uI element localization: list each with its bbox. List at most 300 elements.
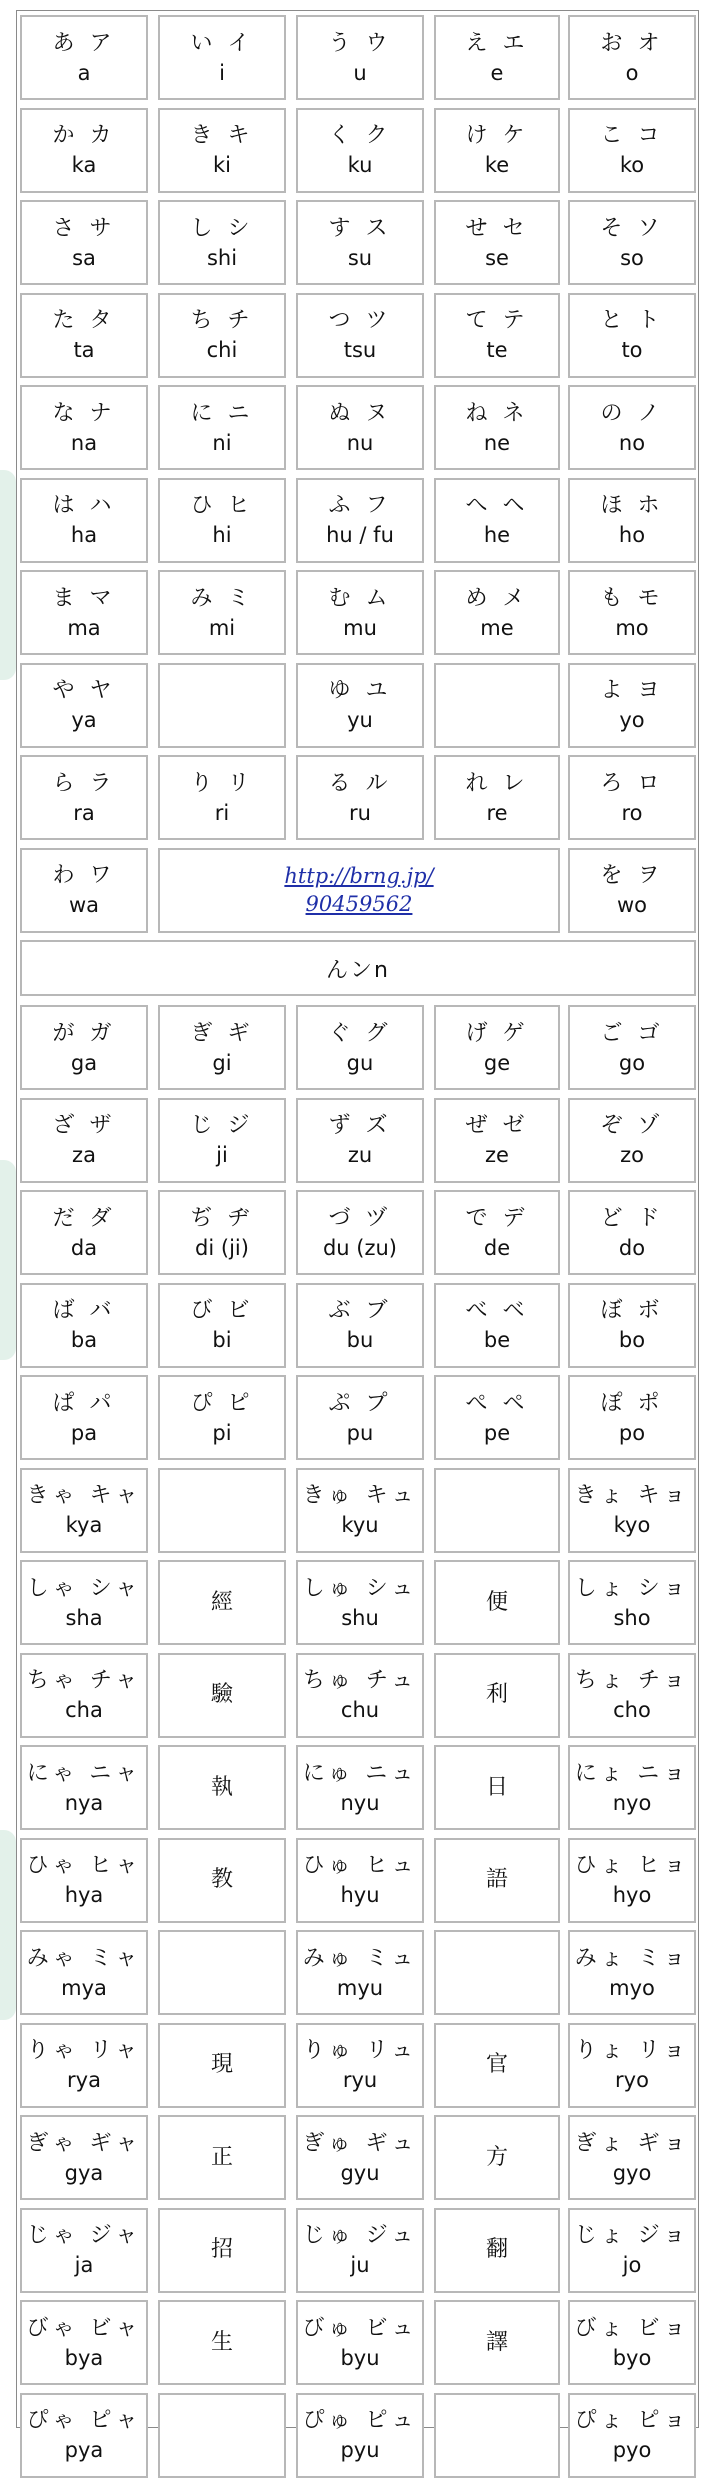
kana-pair: ぢ ヂ [190, 1205, 254, 1231]
kana-pair: ね ネ [465, 400, 529, 426]
kana-pair: め メ [465, 585, 529, 611]
kana-cell [20, 1745, 148, 1830]
kana-pair: を ヲ [600, 863, 664, 888]
romaji: sa [72, 245, 96, 270]
romaji: se [485, 245, 509, 270]
romaji: kyu [341, 1513, 379, 1537]
kana-pair: びょ ビョ [574, 2315, 690, 2341]
kana-cell [434, 2023, 560, 2108]
kana-cell [568, 848, 696, 933]
romaji: gyo [612, 2160, 652, 2185]
chart-row [20, 2393, 696, 2478]
romaji: a [77, 60, 91, 85]
romaji: ge [483, 1050, 511, 1075]
romaji: su [347, 245, 373, 270]
kana-cell [296, 1838, 424, 1923]
romaji: bya [64, 2345, 104, 2370]
kana-pair: へ ヘ [465, 493, 529, 518]
kana-pair: の ノ [600, 400, 664, 426]
kana-cell [568, 108, 696, 193]
romaji: ni [212, 430, 232, 455]
kanji-char: 生 [210, 2329, 233, 2355]
kanji-char: 語 [485, 1867, 508, 1892]
kana-cell [296, 663, 424, 748]
kana-pair: あ ア [52, 30, 116, 56]
kana-cell [158, 200, 286, 285]
romaji: chi [206, 338, 238, 362]
kana-pair: ま マ [52, 585, 116, 611]
romaji: ne [483, 430, 511, 455]
romaji: ku [347, 153, 373, 177]
chart-row [20, 2023, 696, 2108]
kana-pair: ど ド [600, 1205, 664, 1231]
empty-cell [158, 663, 286, 748]
kana-cell [158, 1098, 286, 1183]
kana-cell [568, 570, 696, 655]
kana-cell [20, 2393, 148, 2478]
chart-row [20, 2300, 696, 2385]
kana-cell [434, 385, 560, 470]
kanji-char: 方 [485, 2144, 508, 2170]
kana-pair: ひゅ ヒュ [302, 1853, 418, 1878]
kana-pair: じ ジ [190, 1113, 254, 1138]
romaji: te [486, 338, 508, 362]
kana-cell [296, 1653, 424, 1738]
kana-pair: る ル [328, 770, 392, 796]
kana-cell [434, 108, 560, 193]
kana-cell [20, 1560, 148, 1645]
kana-cell [20, 478, 148, 563]
link-url-line2[interactable]: 90459562 [305, 892, 413, 916]
kana-cell [568, 478, 696, 563]
romaji: yo [619, 708, 645, 732]
kana-pair: ぞ ゾ [600, 1113, 664, 1138]
empty-cell [158, 1930, 286, 2015]
romaji: ryo [615, 2068, 649, 2092]
kana-pair: は ハ [52, 493, 116, 518]
kana-cell [20, 848, 148, 933]
chart-row [20, 15, 696, 100]
romaji: be [483, 1328, 511, 1352]
kana-cell [20, 2300, 148, 2385]
romaji: ga [70, 1050, 98, 1075]
chart-row [20, 200, 696, 285]
chart-row [20, 1468, 696, 1553]
kana-cell [568, 200, 696, 285]
kana-cell [434, 293, 560, 378]
kana-cell [20, 2023, 148, 2108]
kana-cell [568, 1653, 696, 1738]
romaji: hi [212, 523, 232, 547]
kana-pair: か カ [52, 123, 116, 148]
chart-row-wa [20, 848, 696, 933]
romaji: mya [61, 1975, 107, 2000]
romaji: ju [350, 2253, 370, 2277]
kana-pair: び ビ [190, 1298, 254, 1323]
kana-cell [296, 2393, 424, 2478]
kanji-char: 官 [485, 2052, 508, 2077]
romaji: ma [67, 615, 101, 640]
kana-chart [20, 15, 696, 2462]
kana-pair: ちょ チョ [574, 1668, 690, 1693]
chart-row-n [20, 940, 696, 996]
romaji: pa [70, 1420, 98, 1445]
kana-cell [158, 1745, 286, 1830]
kana-cell [568, 1838, 696, 1923]
romaji: chu [340, 1698, 380, 1722]
kana-pair: ひょ ヒョ [574, 1853, 690, 1878]
kana-cell [158, 755, 286, 840]
kana-cell [434, 2208, 560, 2293]
romaji: kyo [613, 1513, 651, 1537]
chart-row [20, 1190, 696, 1275]
kanji-char: 譯 [485, 2329, 508, 2355]
romaji: di (ji) [195, 1235, 249, 1260]
romaji: shu [341, 1605, 379, 1630]
kana-cell [20, 200, 148, 285]
kana-pair: ぺ ペ [465, 1390, 529, 1416]
romaji: za [72, 1143, 96, 1167]
kana-pair: ち チ [190, 308, 254, 333]
kana-pair: こ コ [600, 123, 664, 148]
kana-pair: ぐ グ [328, 1020, 392, 1046]
romaji: to [621, 338, 643, 362]
romaji: gu [346, 1050, 374, 1075]
kana-cell [568, 1930, 696, 2015]
kana-pair: む ム [328, 585, 392, 611]
n-kana: んンn [326, 957, 390, 983]
romaji: ha [70, 523, 98, 547]
kana-pair: ぴゅ ピュ [302, 2408, 418, 2433]
romaji: cho [613, 1698, 651, 1722]
kana-pair: ゆ ユ [328, 678, 392, 703]
romaji: nya [64, 1790, 104, 1815]
kana-pair: け ケ [465, 123, 529, 148]
kana-pair: ぼ ボ [600, 1298, 664, 1323]
kana-cell [158, 1005, 286, 1090]
chart-row [20, 1098, 696, 1183]
kana-pair: にょ ニョ [574, 1760, 690, 1786]
kana-cell [568, 755, 696, 840]
background-decoration [0, 470, 16, 680]
kana-pair: わ ワ [52, 863, 116, 888]
chart-row [20, 663, 696, 748]
kana-cell [20, 293, 148, 378]
kana-pair: よ ヨ [600, 678, 664, 703]
romaji: o [625, 60, 639, 85]
chart-row [20, 570, 696, 655]
romaji: ru [349, 800, 371, 825]
romaji: he [483, 523, 511, 547]
kana-pair: ぴ ピ [190, 1390, 254, 1416]
kana-cell [434, 200, 560, 285]
kana-cell [296, 1468, 424, 1553]
kana-pair: ぴょ ピョ [574, 2408, 690, 2433]
kanji-char: 利 [485, 1682, 508, 1707]
romaji: pyu [340, 2438, 380, 2462]
kana-cell [20, 108, 148, 193]
kana-cell [296, 1005, 424, 1090]
kana-cell [20, 2208, 148, 2293]
romaji: mi [208, 615, 236, 640]
chart-row [20, 1005, 696, 1090]
kana-pair: い イ [190, 30, 254, 56]
kana-cell [158, 570, 286, 655]
kana-cell [158, 385, 286, 470]
kana-cell [568, 1560, 696, 1645]
romaji: ri [214, 800, 230, 825]
kana-pair: も モ [600, 585, 664, 611]
kana-pair: きょ キョ [574, 1483, 690, 1508]
romaji: me [480, 615, 514, 640]
romaji: ya [71, 708, 97, 732]
kana-cell [20, 755, 148, 840]
kana-pair: で デ [465, 1205, 529, 1231]
kana-pair: しゃ シャ [26, 1575, 142, 1601]
kana-cell [434, 478, 560, 563]
chart-row [20, 1930, 696, 2015]
kana-pair: にゅ ニュ [302, 1760, 418, 1786]
romaji: sho [613, 1605, 651, 1630]
romaji: hyu [340, 1883, 380, 1907]
chart-row [20, 108, 696, 193]
kana-pair: な ナ [52, 400, 116, 426]
kana-cell [158, 2023, 286, 2108]
kana-pair: ぷ プ [328, 1390, 392, 1416]
kana-pair: り リ [190, 770, 254, 796]
kana-cell [434, 15, 560, 100]
kana-pair: ひゃ ヒャ [26, 1853, 142, 1878]
romaji: ke [484, 153, 510, 177]
romaji: jo [622, 2253, 642, 2277]
romaji: zu [347, 1143, 373, 1167]
romaji: pyo [612, 2438, 652, 2462]
romaji: byo [612, 2345, 652, 2370]
kana-cell [296, 570, 424, 655]
kana-cell [158, 1190, 286, 1275]
kana-pair: びゃ ビャ [26, 2315, 142, 2341]
kana-cell [296, 1375, 424, 1460]
kana-pair: ば バ [52, 1298, 116, 1323]
romaji: re [486, 800, 508, 825]
kana-cell [568, 1468, 696, 1553]
romaji: myu [336, 1975, 384, 2000]
kana-cell [158, 1375, 286, 1460]
romaji: no [618, 430, 646, 455]
kana-cell [568, 1745, 696, 1830]
kana-pair: しょ ショ [574, 1575, 690, 1601]
kana-pair: ぜ ゼ [465, 1113, 529, 1138]
kana-pair: そ ソ [600, 215, 664, 241]
kana-pair: ぎゃ ギャ [26, 2130, 142, 2156]
n-cell [20, 940, 696, 996]
romaji: ra [73, 800, 95, 825]
kanji-char: 經 [210, 1589, 233, 1615]
romaji: po [618, 1420, 646, 1445]
kana-cell [20, 1190, 148, 1275]
kana-cell [568, 293, 696, 378]
romaji: pya [64, 2438, 104, 2462]
kana-cell [568, 1283, 696, 1368]
kana-cell [434, 1653, 560, 1738]
kana-cell [434, 1745, 560, 1830]
kana-cell [158, 1283, 286, 1368]
background-decoration [0, 1160, 16, 1360]
kanji-char: 招 [210, 2237, 233, 2262]
kana-cell [296, 755, 424, 840]
romaji: nu [346, 430, 374, 455]
kana-cell [434, 570, 560, 655]
kana-pair: き キ [190, 123, 254, 148]
kana-pair: さ サ [52, 215, 116, 241]
kana-cell [434, 1098, 560, 1183]
empty-cell [434, 1930, 560, 2015]
empty-cell [434, 1468, 560, 1553]
kana-cell [158, 15, 286, 100]
kana-cell [158, 293, 286, 378]
romaji: ta [73, 338, 95, 362]
kana-pair: ぶ ブ [328, 1298, 392, 1323]
romaji: bu [346, 1328, 374, 1352]
kana-pair: みゅ ミュ [302, 1945, 418, 1971]
romaji: hu / fu [326, 523, 394, 547]
chart-row [20, 293, 696, 378]
romaji: gi [212, 1050, 232, 1075]
kana-cell [568, 15, 696, 100]
romaji: e [490, 60, 504, 85]
kana-cell [568, 2023, 696, 2108]
kana-cell [158, 2208, 286, 2293]
kana-cell [20, 1468, 148, 1553]
background-decoration [0, 1830, 16, 2020]
chart-row [20, 1283, 696, 1368]
romaji: kya [65, 1513, 103, 1537]
chart-row [20, 2208, 696, 2293]
kana-pair: つ ツ [328, 308, 392, 333]
romaji: rya [67, 2068, 101, 2092]
chart-row [20, 755, 696, 840]
romaji: i [219, 60, 225, 85]
chart-row [20, 1653, 696, 1738]
kana-pair: じゃ ジャ [26, 2223, 142, 2248]
kanji-char: 正 [210, 2144, 233, 2170]
kana-cell [158, 2115, 286, 2200]
kana-pair: し シ [190, 215, 254, 241]
chart-row [20, 385, 696, 470]
kana-pair: ぎゅ ギュ [302, 2130, 418, 2156]
kana-cell [20, 1375, 148, 1460]
kana-cell [158, 1653, 286, 1738]
kana-pair: づ ヅ [328, 1205, 392, 1231]
kana-pair: ちゃ チャ [26, 1668, 142, 1693]
link-url-line1[interactable]: http://brng.jp/ [284, 864, 434, 888]
kana-cell [568, 2208, 696, 2293]
romaji: ryu [342, 2068, 378, 2092]
kana-cell [20, 663, 148, 748]
romaji: myo [609, 1975, 655, 2000]
kana-cell [296, 478, 424, 563]
kana-pair: きゅ キュ [302, 1483, 418, 1508]
kana-cell [434, 1190, 560, 1275]
chart-row [20, 1745, 696, 1830]
kanji-char: 日 [485, 1774, 508, 1800]
romaji: sha [65, 1605, 103, 1630]
kana-pair: ろ ロ [600, 770, 664, 796]
romaji: pe [483, 1420, 511, 1445]
kana-pair: ぽ ポ [600, 1390, 664, 1416]
kana-cell [296, 2208, 424, 2293]
romaji: ba [70, 1328, 98, 1352]
romaji: bo [618, 1328, 646, 1352]
kana-cell [296, 1745, 424, 1830]
kana-pair: み ミ [190, 585, 254, 611]
romaji: ki [213, 153, 231, 177]
kana-cell [20, 1283, 148, 1368]
kana-cell [434, 1283, 560, 1368]
romaji: ja [74, 2253, 94, 2277]
kana-pair: だ ダ [52, 1205, 116, 1231]
kana-pair: う ウ [328, 30, 392, 56]
romaji: hyo [612, 1883, 652, 1907]
kanji-char: 翻 [485, 2237, 508, 2262]
romaji: shi [206, 245, 238, 270]
romaji: de [483, 1235, 511, 1260]
kana-cell [568, 1190, 696, 1275]
kana-pair: しゅ シュ [302, 1575, 418, 1601]
kana-pair: ちゅ チュ [302, 1668, 418, 1693]
romaji: ko [619, 153, 645, 177]
romaji: ho [618, 523, 646, 547]
romaji: pi [212, 1420, 232, 1445]
romaji: ka [71, 153, 97, 177]
chart-row [20, 478, 696, 563]
kana-cell [296, 2023, 424, 2108]
kana-cell [568, 2393, 696, 2478]
romaji: mu [343, 615, 377, 640]
empty-cell [158, 2393, 286, 2478]
kana-cell [296, 108, 424, 193]
kana-pair: ご ゴ [600, 1020, 664, 1046]
kana-pair: にゃ ニャ [26, 1760, 142, 1786]
kana-cell [568, 385, 696, 470]
kana-pair: ぎ ギ [190, 1020, 254, 1046]
kana-cell [296, 200, 424, 285]
kana-cell [568, 1005, 696, 1090]
kanji-char: 便 [485, 1589, 508, 1615]
romaji: u [353, 60, 367, 85]
romaji: bi [212, 1328, 232, 1352]
kana-cell [20, 1005, 148, 1090]
romaji: gyu [340, 2160, 380, 2185]
kana-pair: ざ ザ [52, 1113, 116, 1138]
empty-cell [434, 2393, 560, 2478]
kana-pair: みょ ミョ [574, 1945, 690, 1971]
kana-cell [296, 1098, 424, 1183]
kana-pair: りゃ リャ [26, 2038, 142, 2063]
kana-cell [296, 1930, 424, 2015]
kana-pair: が ガ [52, 1020, 116, 1046]
romaji: gya [64, 2160, 104, 2185]
romaji: hya [64, 1883, 104, 1907]
empty-cell [158, 1468, 286, 1553]
kana-pair: ぎょ ギョ [574, 2130, 690, 2156]
kana-pair: ぴゃ ピャ [26, 2408, 142, 2433]
romaji: mo [615, 615, 649, 640]
romaji: pu [346, 1420, 374, 1445]
kana-pair: ず ズ [328, 1113, 392, 1138]
kana-pair: た タ [52, 308, 116, 333]
romaji: ro [621, 800, 643, 825]
